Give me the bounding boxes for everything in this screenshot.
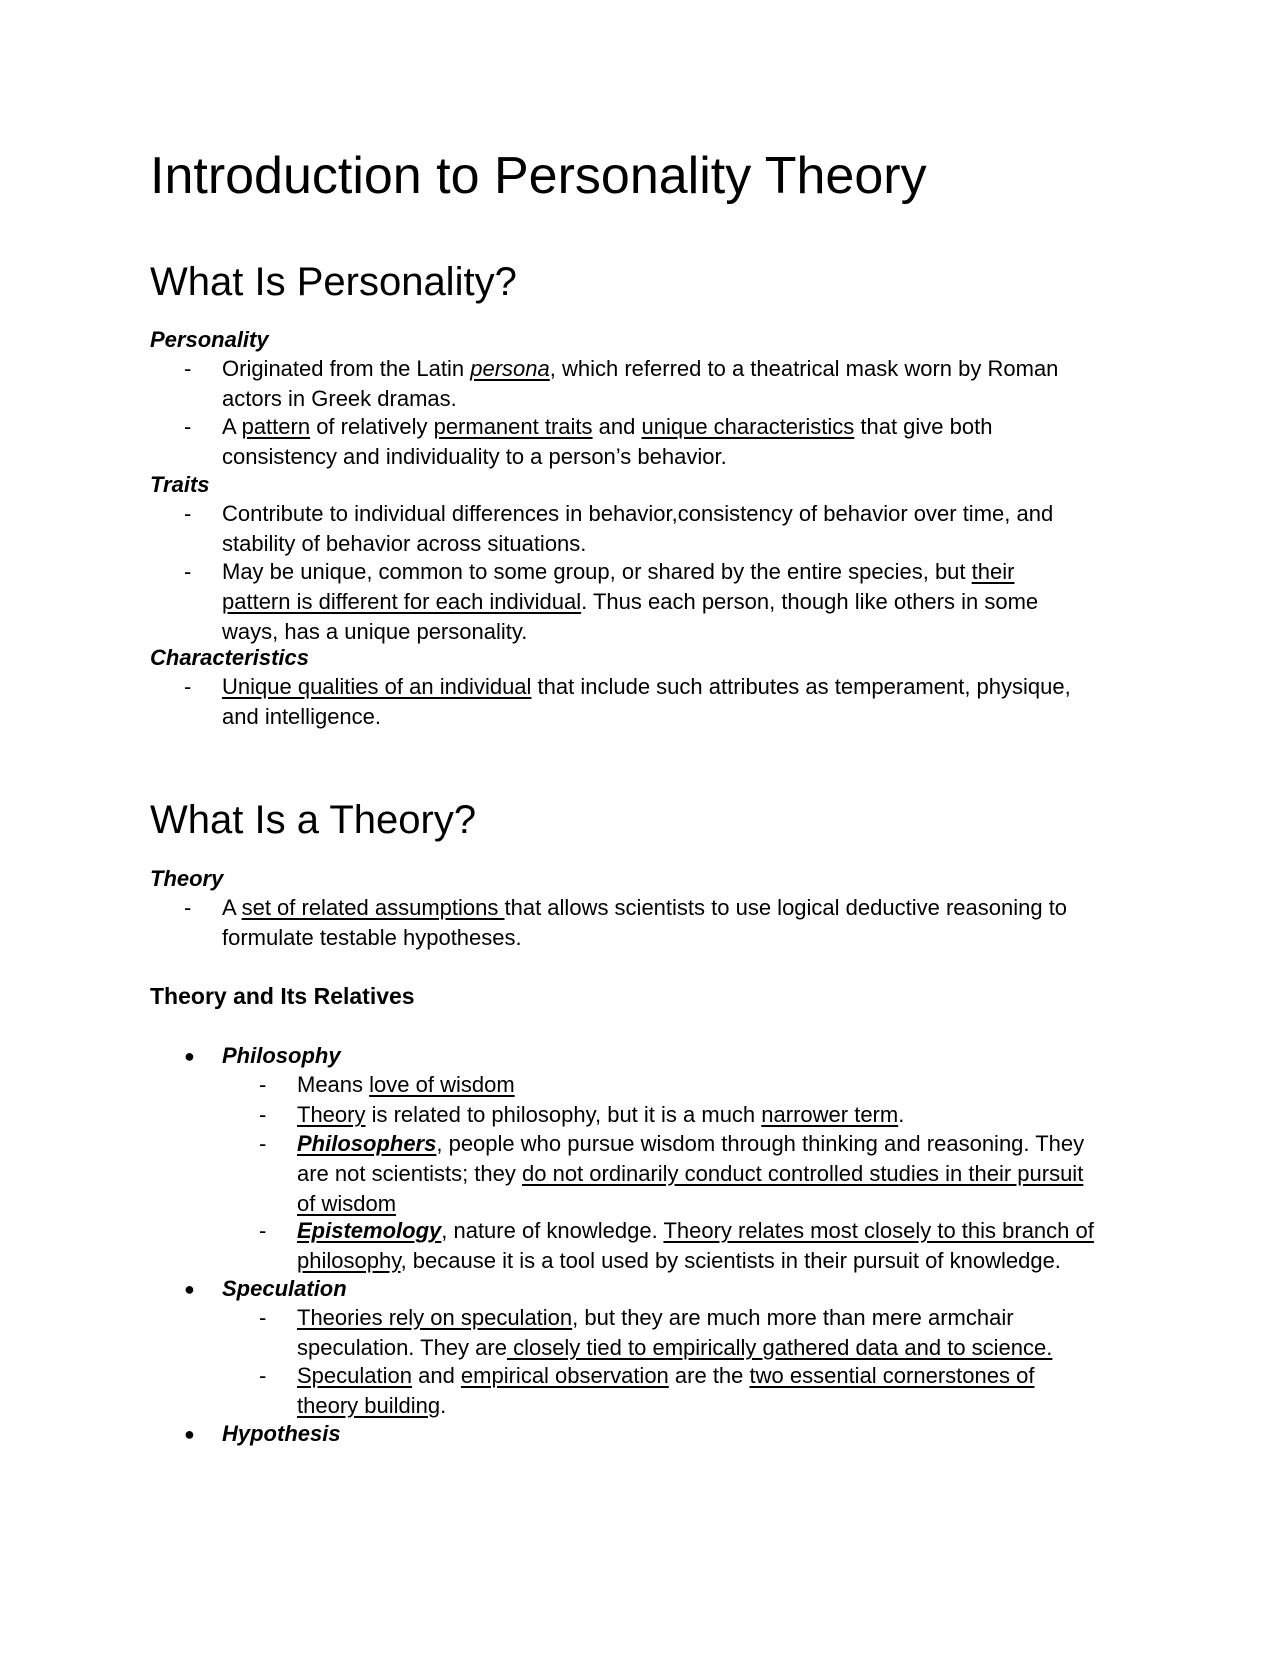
dash-marker: - (184, 356, 192, 381)
bullet-marker: ● (184, 1046, 195, 1066)
dash-marker: - (184, 559, 192, 584)
list-item: - Theories rely on speculation, but they are much more than mere armchair speculation. They are closely tied to empirically gathered data and to science. (259, 1305, 1053, 1360)
bullet-item-speculation: ● Speculation (222, 1274, 347, 1304)
dash-marker: - (259, 1218, 267, 1243)
underlined-term: empirical observation (460, 1363, 669, 1388)
underlined-term: Speculation (297, 1363, 412, 1388)
list-item: - Speculation and empirical observation are the two essential cornerstones of theory building. (259, 1363, 1035, 1418)
section-heading-personality: What Is Personality? (150, 260, 517, 304)
list-item: - Epistemology, nature of knowledge. Theory relates most closely to this branch of philosophy, because it is a tool used by scientists in their pursuit of knowledge. (259, 1218, 1094, 1273)
list-item: - Theory is related to philosophy, but it is a much narrower term. (297, 1100, 1127, 1130)
dash-marker: - (184, 674, 192, 699)
underlined-term: pattern (241, 414, 311, 439)
list-item: - Unique qualities of an individual that include such attributes as temperament, physique, and intelligence. (184, 674, 1071, 729)
underlined-term: love of wisdom (369, 1072, 515, 1097)
dash-marker: - (259, 1305, 267, 1330)
dash-marker: - (184, 895, 192, 920)
section-heading-theory: What Is a Theory? (150, 798, 477, 842)
bullet-marker: ● (184, 1279, 195, 1299)
underlined-term: Theory relates most closely to this branch of philosophy (297, 1218, 1094, 1273)
list-item: - Philosophers, people who pursue wisdom through thinking and reasoning. They are not scientists; they do not ordinarily conduct controlled studies in their pursuit of wisdom (259, 1131, 1085, 1216)
dash-marker: - (259, 1363, 267, 1388)
document-title: Introduction to Personality Theory (150, 147, 927, 205)
bullet-marker: ● (184, 1424, 195, 1444)
list-item: - A set of related assumptions that allows scientists to use logical deductive reasoning to formulate testable hypotheses. (184, 895, 1068, 950)
list-item: - Originated from the Latin persona, which referred to a theatrical mask worn by Roman actors in Greek dramas. (184, 356, 1059, 411)
dash-marker: - (184, 414, 192, 439)
underlined-term: narrower term (761, 1102, 899, 1127)
list-item: - May be unique, common to some group, or shared by the entire species, but their pattern is different for each individual. Thus each person, though like others in some ways, has a unique personality. (184, 559, 1039, 644)
underlined-term: Theories rely on speculation (297, 1305, 573, 1330)
underlined-term: Epistemology (297, 1218, 442, 1243)
underlined-term: persona (470, 356, 550, 381)
underlined-term: Unique qualities of an individual (222, 674, 532, 699)
term-theory: Theory (150, 866, 224, 891)
underlined-term: two essential cornerstones of theory building (297, 1363, 1035, 1418)
list-item: - Means love of wisdom (297, 1070, 1127, 1100)
term-traits: Traits (150, 472, 210, 497)
subheading-theory-relatives: Theory and Its Relatives (150, 983, 415, 1009)
list-item: - A pattern of relatively permanent traits and unique characteristics that give both consistency and individuality to a person’s behavior. (184, 414, 993, 469)
term-characteristics: Characteristics (150, 645, 309, 670)
underlined-term: unique characteristics (641, 414, 855, 439)
bullet-item-philosophy: ● Philosophy (222, 1041, 341, 1071)
dash-marker: - (184, 501, 192, 526)
underlined-term: their pattern is different for each individual (222, 559, 1015, 614)
underlined-term: closely tied to empirically gathered data and to science. (506, 1335, 1053, 1360)
dash-marker: - (259, 1072, 267, 1097)
underlined-term: do not ordinarily conduct controlled studies in their pursuit of wisdom (297, 1161, 1084, 1216)
bullet-item-hypothesis: ● Hypothesis (222, 1419, 341, 1449)
term-personality: Personality (150, 327, 269, 352)
underlined-term: set of related assumptions (241, 895, 505, 920)
underlined-term: Philosophers (297, 1131, 437, 1156)
dash-marker: - (259, 1102, 267, 1127)
list-item: - Contribute to individual differences in behavior,consistency of behavior over time, and stability of behavior across situations. (184, 501, 1054, 556)
underlined-term: Theory (297, 1102, 366, 1127)
dash-marker: - (259, 1131, 267, 1156)
underlined-term: permanent traits (433, 414, 593, 439)
